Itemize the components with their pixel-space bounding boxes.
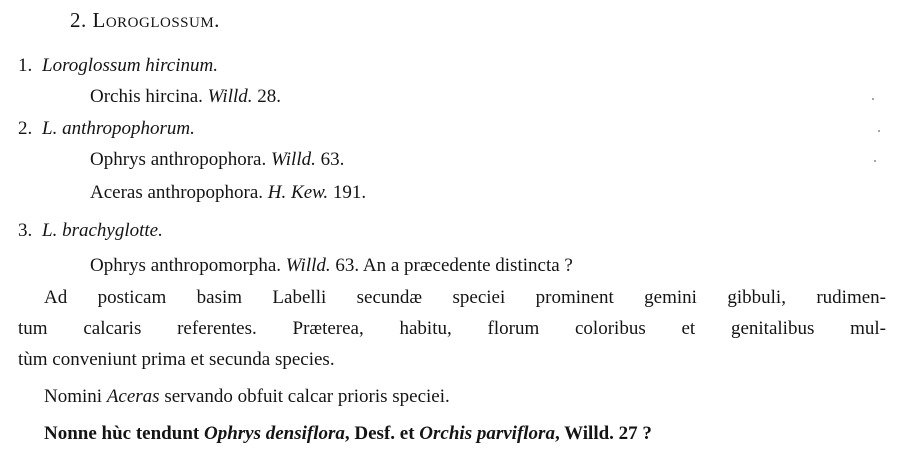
paragraph-text: servando obfuit calcar prioris speciei. <box>164 386 450 407</box>
species-number: 1. <box>18 55 33 76</box>
paragraph-line: Ad posticam basim Labelli secundæ speciei prominent gemini gibbuli, rudimen- <box>44 287 886 308</box>
synonym-authority: Willd. <box>285 255 331 276</box>
synonym-name: Ophrys anthropomorpha. <box>90 255 282 276</box>
scan-speck <box>874 160 876 162</box>
synonym-name: Orchis hircina. <box>90 86 203 107</box>
synonym-name: Aceras anthropophora. <box>90 182 264 203</box>
paragraph-line <box>44 422 652 446</box>
synonym-ref: 63. <box>320 149 345 170</box>
synonym-name: Ophrys anthropophora. <box>90 149 267 170</box>
paragraph-text: , Desf. et <box>344 423 415 444</box>
species-name: L. brachyglotte. <box>42 220 163 241</box>
genus-heading <box>70 8 220 32</box>
scan-speck <box>872 98 874 100</box>
species-number: 3. <box>18 220 33 241</box>
paragraph-text: Nonne hùc tendunt <box>44 423 200 444</box>
paragraph-line: tum calcaris referentes. Præterea, habitu, florum coloribus et genitalibus mul- <box>18 318 886 339</box>
species-number: 2. <box>18 118 33 139</box>
synonym-ref: 28. <box>257 86 282 107</box>
synonym-authority: Willd. <box>207 86 253 107</box>
synonym-line <box>90 181 366 205</box>
species-name-italic: Ophrys densiflora <box>203 423 345 444</box>
synonym-line <box>90 254 573 278</box>
synonym-line <box>90 85 281 109</box>
scan-speck <box>878 130 880 132</box>
paragraph-text: , Willd. 27 ? <box>554 423 652 444</box>
synonym-line <box>90 148 344 172</box>
paragraph-line <box>44 385 450 409</box>
species-entry-1 <box>18 54 218 78</box>
synonym-authority: Willd. <box>271 149 316 170</box>
genus-name-italic: Aceras <box>106 386 160 407</box>
species-entry-2 <box>18 117 195 141</box>
synonym-authority: H. Kew. <box>267 182 329 203</box>
paragraph-line: tùm conveniunt prima et secunda species. <box>18 349 335 370</box>
genus-number: 2. <box>70 8 87 32</box>
species-name-italic: Orchis parviflora <box>419 423 555 444</box>
paragraph-text: Nomini <box>44 386 103 407</box>
genus-title: Loroglossum. <box>92 8 220 32</box>
synonym-ref: 63. <box>335 255 360 276</box>
species-name: Loroglossum hircinum. <box>42 55 218 76</box>
synonym-note: An a præcedente distincta ? <box>362 255 573 276</box>
synonym-ref: 191. <box>332 182 367 203</box>
species-entry-3 <box>18 219 163 243</box>
species-name: L. anthropophorum. <box>42 118 195 139</box>
